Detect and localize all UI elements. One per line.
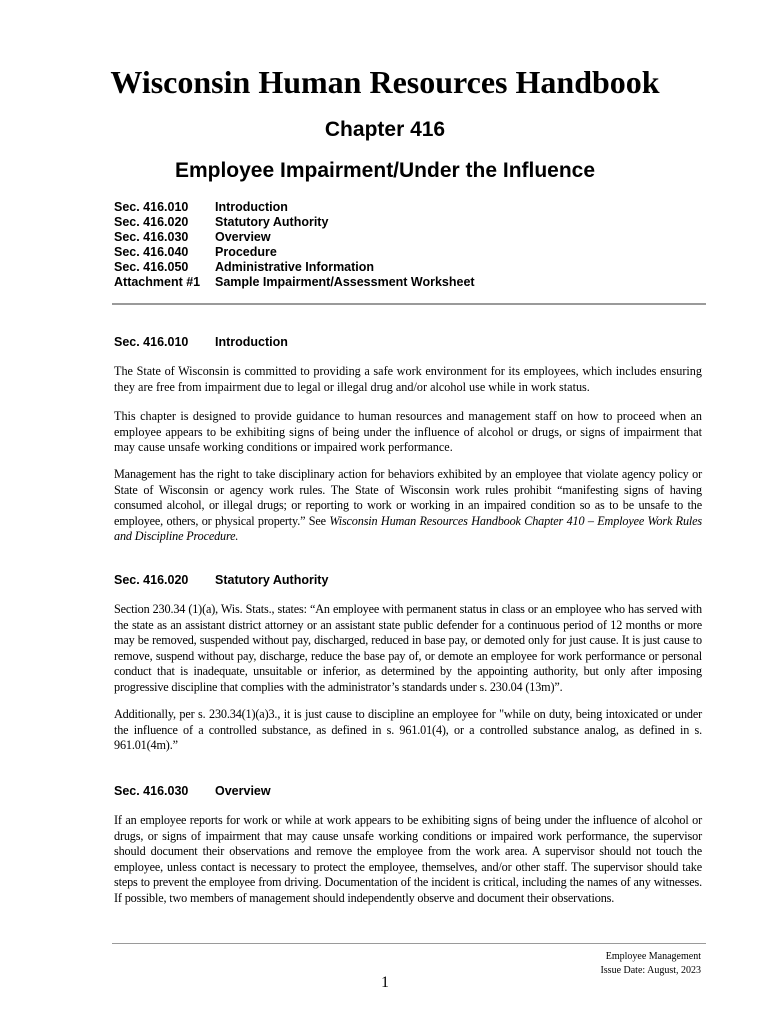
page-number: 1 — [381, 974, 389, 991]
toc-row — [114, 245, 674, 260]
section-heading-introduction — [114, 335, 704, 349]
toc-row — [114, 230, 674, 245]
table-of-contents — [114, 200, 674, 290]
overview-paragraph-1: If an employee reports for work or while at work appears to be exhibiting signs of being under the influence of alcohol or drugs, or signs of impairment that may cause unsafe working conditions or impaired work performance, the supervisor should document their observations and remove the employee from the work area. A supervisor should not touch the employee, unless contact is necessary to protect the employee, themselves, and/or other staff. The supervisor should take steps to prevent the employee from driving. Documentation of the incident is critical, including the names of any witnesses. If possible, two members of management should independently observe and document their observations. — [114, 813, 702, 905]
section-title: Statutory Authority — [215, 573, 329, 587]
toc-section-title: Administrative Information — [215, 260, 375, 274]
toc-section-number: Sec. 416.030 — [114, 230, 189, 244]
toc-section-title: Overview — [215, 230, 271, 244]
toc-row — [114, 275, 674, 290]
chapter-heading: Chapter 416 — [324, 118, 446, 141]
toc-section-title: Introduction — [215, 200, 288, 214]
toc-section-number: Sec. 416.010 — [114, 200, 189, 214]
toc-section-number: Attachment #1 — [114, 275, 201, 289]
intro-paragraph-2: This chapter is designed to provide guidance to human resources and management staff on how to proceed when an employee appears to be exhibiting signs of being under the influence of alcohol or drugs, or signs of impairment that may cause unsafe working conditions or impaired work performance. — [114, 409, 702, 455]
header-divider — [112, 303, 706, 305]
toc-section-number: Sec. 416.040 — [114, 245, 189, 259]
footer-category: Employee Management — [605, 951, 701, 962]
intro-paragraph-3 — [114, 467, 702, 545]
section-number: Sec. 416.030 — [114, 784, 189, 798]
footer-divider — [112, 943, 706, 944]
section-number: Sec. 416.010 — [114, 335, 189, 349]
toc-section-title: Procedure — [215, 245, 277, 259]
section-title: Introduction — [215, 335, 288, 349]
handbook-title: Wisconsin Human Resources Handbook — [110, 64, 660, 100]
toc-section-title: Statutory Authority — [215, 215, 329, 229]
footer-issue-date: Issue Date: August, 2023 — [600, 965, 701, 976]
toc-section-number: Sec. 416.050 — [114, 260, 189, 274]
intro-paragraph-1: The State of Wisconsin is committed to providing a safe work environment for its employees, which includes ensuring they are free from impairment due to legal or illegal drug and/or alcohol use while in work status. — [114, 364, 702, 394]
intro-paragraph-3-text: Management has the right to take disciplinary action for behaviors exhibited by an employee that violate agency policy or State of Wisconsin or agency work rules. The State of Wisconsin work rules prohibit “manifesting signs of having consumed alcohol, or illegal drugs; or reporting to work or working in an impaired condition so as to be unsafe to the employee, others, or physical property.” See — [114, 467, 702, 528]
toc-section-number: Sec. 416.020 — [114, 215, 189, 229]
toc-row — [114, 200, 674, 215]
section-heading-overview — [114, 784, 704, 798]
statutory-paragraph-1: Section 230.34 (1)(a), Wis. Stats., states: “An employee with permanent status in class or an employee who has served with the state as an assistant district attorney or an assistant state public defender for a continuous period of 12 months or more may be removed, suspended without pay, discharged, reduced in base pay, or demoted only for just cause. It is just cause to remove, suspend without pay, discharge, reduce the base pay of, or demote an employee for work performance or personal conduct that is inadequate, unsuitable or inferior, as determined by the appointing authority, but only after imposing progressive discipline that complies with the administrator’s standards under s. 230.04 (13m)”. — [114, 602, 702, 694]
section-heading-statutory-authority — [114, 573, 704, 587]
toc-row — [114, 260, 674, 275]
statutory-paragraph-2: Additionally, per s. 230.34(1)(a)3., it is just cause to discipline an employee for "while on duty, being intoxicated or under the influence of a controlled substance, as defined in s. 961.01(4), or a controlled substance analog, as defined in s. 961.01(4m).” — [114, 707, 702, 753]
toc-row — [114, 215, 674, 230]
toc-section-title: Sample Impairment/Assessment Worksheet — [215, 275, 475, 289]
chapter-subtitle: Employee Impairment/Under the Influence — [174, 159, 596, 182]
section-title: Overview — [215, 784, 271, 798]
intro-paragraph-3-reference: Wisconsin Human Resources Handbook Chapter 410 – Employee Work Rules and Discipline Procedure. — [114, 513, 702, 544]
section-number: Sec. 416.020 — [114, 573, 189, 587]
